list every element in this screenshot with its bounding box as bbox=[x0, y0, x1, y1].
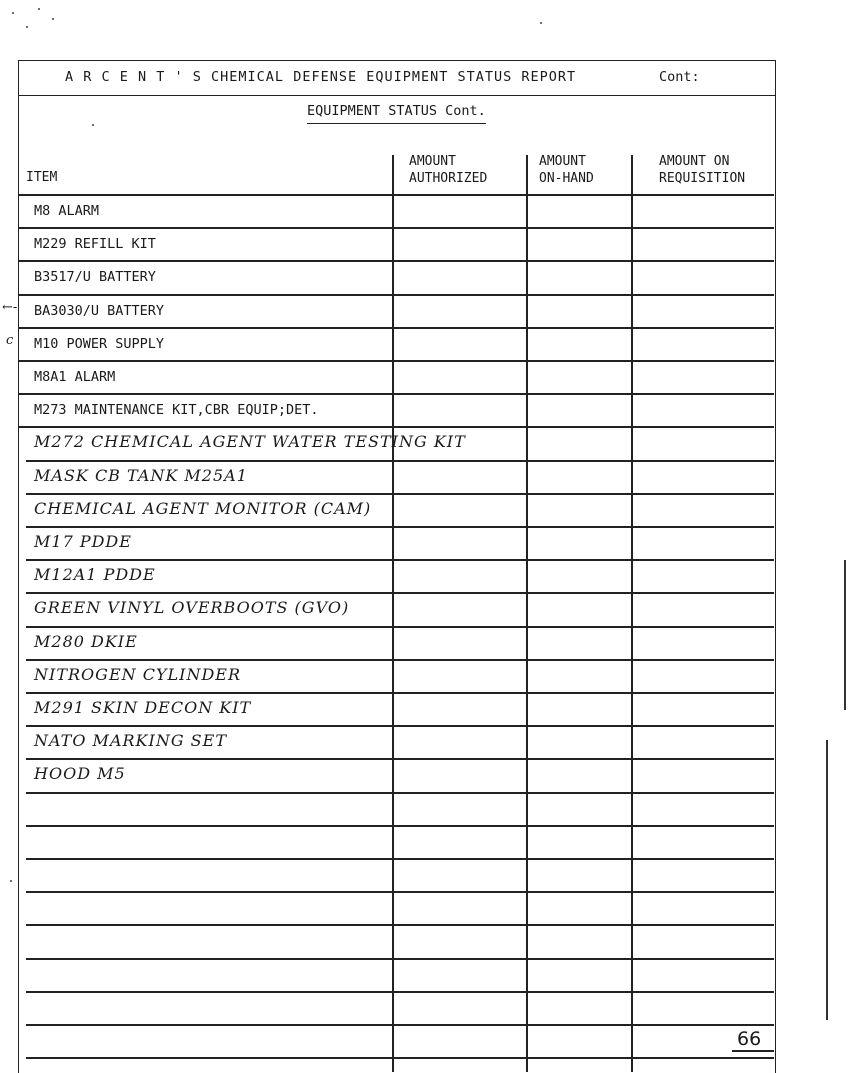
scan-speck bbox=[38, 8, 40, 10]
row-divider bbox=[26, 725, 774, 727]
row-divider bbox=[26, 626, 774, 628]
item-handwritten: GREEN VINYL OVERBOOTS (GVO) bbox=[34, 598, 350, 618]
column-divider bbox=[631, 155, 633, 1072]
item-typed: M8 ALARM bbox=[34, 203, 100, 219]
row-divider bbox=[26, 991, 774, 993]
item-handwritten: M272 CHEMICAL AGENT WATER TESTING KIT bbox=[34, 432, 466, 452]
row-divider bbox=[26, 692, 774, 694]
item-handwritten: M17 PDDE bbox=[34, 532, 132, 551]
scan-speck bbox=[52, 18, 54, 20]
row-divider bbox=[26, 825, 774, 827]
row-divider bbox=[18, 260, 774, 262]
column-header-onhand: AMOUNT ON-HAND bbox=[539, 154, 594, 186]
item-handwritten: MASK CB TANK M25A1 bbox=[34, 465, 248, 485]
row-divider bbox=[18, 194, 774, 196]
item-handwritten: CHEMICAL AGENT MONITOR (CAM) bbox=[34, 498, 372, 518]
item-typed: M273 MAINTENANCE KIT,CBR EQUIP;DET. bbox=[34, 402, 319, 419]
column-header-requisition: AMOUNT ON REQUISITION bbox=[659, 154, 746, 186]
margin-c-mark: c bbox=[6, 333, 14, 348]
row-divider bbox=[26, 758, 774, 760]
item-handwritten: M12A1 PDDE bbox=[34, 565, 156, 585]
column-divider bbox=[392, 155, 394, 1072]
report-title: A R C E N T ' S CHEMICAL DEFENSE EQUIPMENT STATUS REPORT bbox=[65, 69, 577, 85]
scan-edge-line-2 bbox=[844, 560, 846, 710]
column-divider bbox=[526, 155, 528, 1072]
item-handwritten: M280 DKIE bbox=[34, 631, 138, 651]
row-divider bbox=[26, 958, 774, 960]
item-typed: B3517/U BATTERY bbox=[34, 269, 156, 286]
row-divider bbox=[18, 360, 774, 362]
scan-speck bbox=[92, 124, 94, 126]
row-divider bbox=[26, 792, 774, 794]
row-divider bbox=[18, 227, 774, 229]
scan-speck bbox=[26, 26, 28, 28]
row-divider bbox=[26, 924, 774, 926]
item-typed: M10 POWER SUPPLY bbox=[34, 335, 165, 352]
row-divider bbox=[26, 858, 774, 860]
report-title-cont: Cont: bbox=[659, 69, 700, 85]
item-handwritten: NATO MARKING SET bbox=[34, 731, 227, 751]
item-typed: BA3030/U BATTERY bbox=[34, 302, 165, 319]
item-handwritten: HOOD M5 bbox=[34, 764, 126, 784]
row-divider bbox=[18, 426, 774, 428]
item-handwritten: M291 SKIN DECON KIT bbox=[34, 698, 252, 717]
section-subtitle: EQUIPMENT STATUS Cont. bbox=[307, 103, 486, 124]
item-typed: M8A1 ALARM bbox=[34, 369, 116, 385]
row-divider bbox=[26, 460, 774, 462]
row-divider bbox=[26, 592, 774, 594]
scan-speck bbox=[540, 22, 542, 24]
row-divider bbox=[18, 393, 774, 395]
column-header-authorized: AMOUNT AUTHORIZED bbox=[409, 154, 488, 186]
row-divider bbox=[26, 659, 774, 661]
row-divider bbox=[26, 493, 774, 495]
row-divider bbox=[18, 294, 774, 296]
margin-arrow-mark: ←- bbox=[2, 300, 18, 315]
row-divider bbox=[26, 1024, 774, 1026]
row-divider bbox=[26, 1057, 774, 1059]
scan-speck bbox=[10, 880, 12, 882]
row-divider bbox=[26, 559, 774, 561]
report-title-row bbox=[19, 61, 775, 96]
row-divider bbox=[26, 526, 774, 528]
item-handwritten: NITROGEN CYLINDER bbox=[34, 664, 242, 684]
column-header-item: ITEM bbox=[26, 170, 58, 185]
row-divider bbox=[26, 891, 774, 893]
page-number: 66 bbox=[737, 1028, 762, 1050]
scan-edge-line bbox=[826, 740, 828, 1020]
page-number-underline bbox=[732, 1050, 774, 1052]
scan-speck bbox=[12, 12, 14, 14]
row-divider bbox=[18, 327, 774, 329]
item-typed: M229 REFILL KIT bbox=[34, 236, 156, 253]
